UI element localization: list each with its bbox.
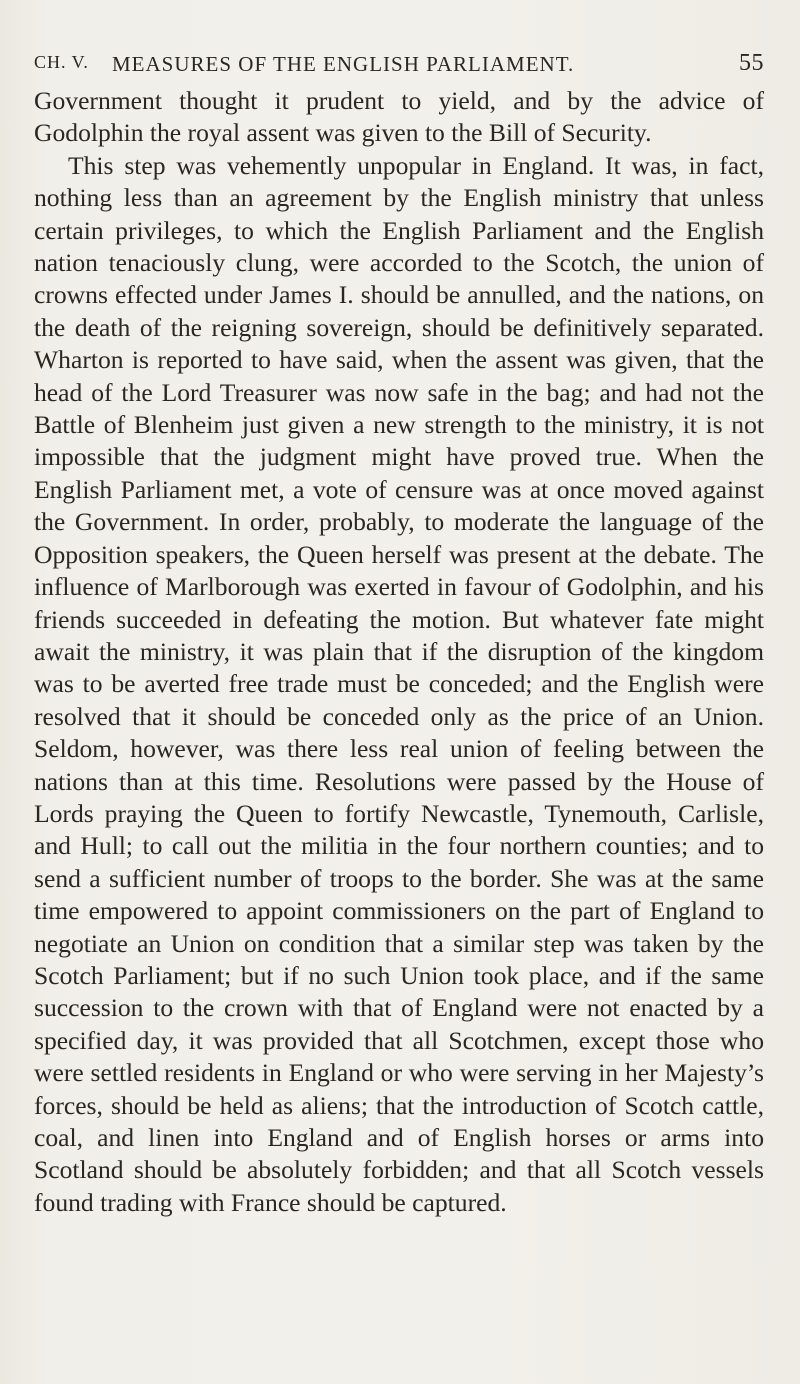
page-number: 55 <box>739 50 764 76</box>
paragraph: This step was vehemently unpopular in England. It was, in fact, nothing less than an agreement by the English ministry that unless certain privileges, to which the English Parliament and the English nation tenaciously clung, were accorded to the Scotch, the union of crowns effected under James I. should be annulled, and the nations, on the death of the reigning sovereign, should be definitively separated. Wharton is reported to have said, when the assent was given, that the head of the Lord Treasurer was now safe in the bag; and had not the Battle of Blenheim just given a new strength to the ministry, it is not impossible that the judgment might have proved true. When the English Parliament met, a vote of censure was at once moved against the Government. In order, probably, to moderate the language of the Opposition speakers, the Queen herself was present at the debate. The influence of Marlborough was exerted in favour of Godolphin, and his friends succeeded in defeating the motion. But whatever fate might await the ministry, it was plain that if the disruption of the kingdom was to be averted free trade must be conceded; and the English were resolved that it should be conceded only as the price of an Union. Seldom, however, was there less real union of feeling between the nations than at this time. Resolutions were passed by the House of Lords praying the Queen to fortify Newcastle, Tynemouth, Carlisle, and Hull; to call out the militia in the four northern counties; and to send a sufficient number of troops to the border. She was at the same time empowered to appoint commissioners on the part of England to negotiate an Union on condition that a similar step was taken by the Scotch Parliament; but if no such Union took place, and if the same succession to the crown with that of England were not enacted by a specified day, it was provided that all Scotchmen, except those who were settled residents in England or who were serving in her Majesty’s forces, should be held as aliens; that the introduction of Scotch cattle, coal, and linen into England and of English horses or arms into Scotland should be absolutely forbidden; and that all Scotch vessels found trading with France should be captured. <box>34 150 764 1217</box>
paragraph-continued: Government thought it prudent to yield, and by the advice of Godolphin the royal assent was given to the Bill of Security. <box>34 86 764 148</box>
body-text <box>34 85 764 1219</box>
chapter-label: CH. V. <box>34 52 89 72</box>
running-head <box>34 52 764 82</box>
running-title: MEASURES OF THE ENGLISH PARLIAMENT. <box>112 52 575 76</box>
